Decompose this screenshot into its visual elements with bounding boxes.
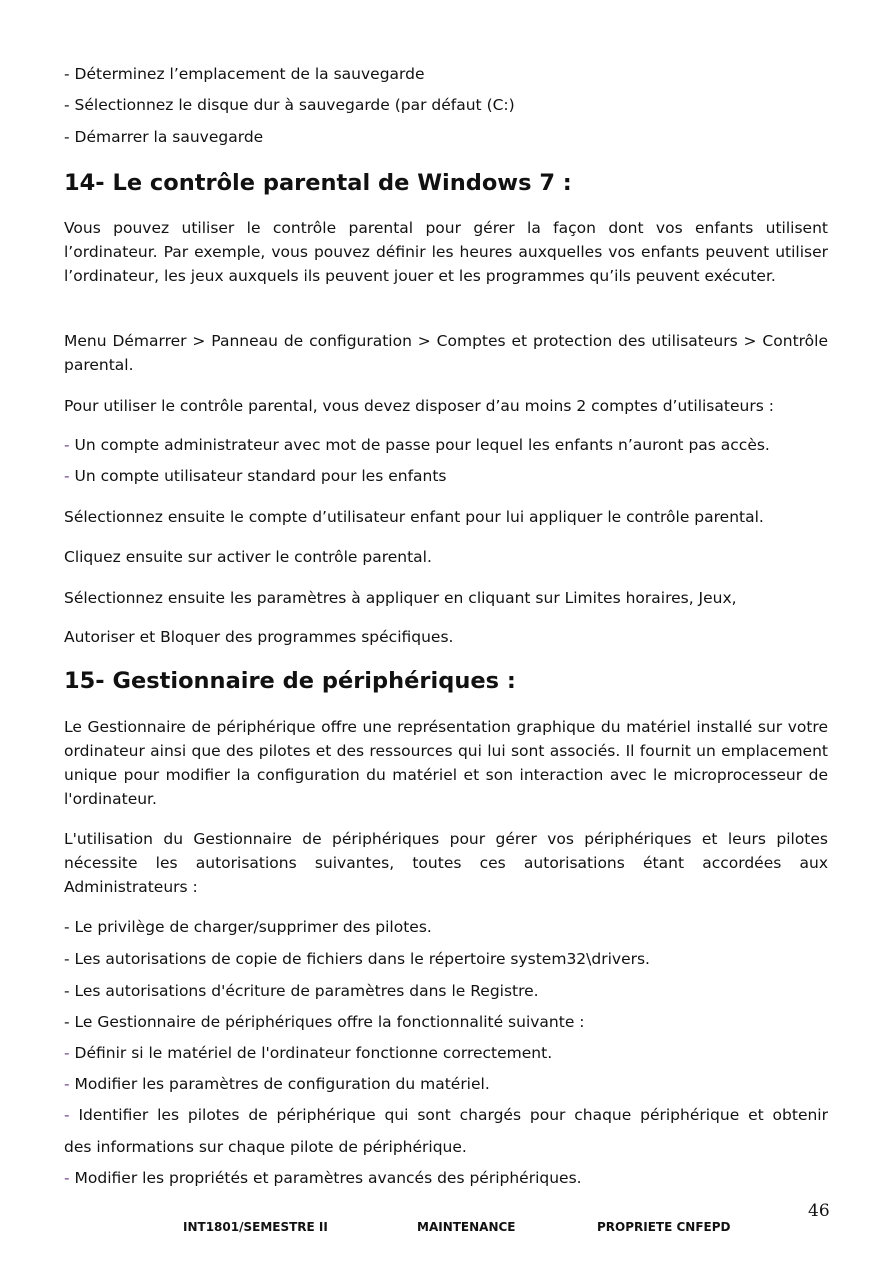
list-item: - Déterminez l’emplacement de la sauvegarde [64,65,425,83]
paragraph: Pour utiliser le contrôle parental, vous devez disposer d’au moins 2 comptes d’utilisateurs : [64,397,774,415]
list-item: - Le Gestionnaire de périphériques offre la fonctionnalité suivante : [64,1013,585,1031]
list-item: - Un compte administrateur avec mot de passe pour lequel les enfants n’auront pas accès. [64,436,770,454]
section-heading-14: 14- Le contrôle parental de Windows 7 : [64,170,572,196]
list-item: - Les autorisations de copie de fichiers dans le répertoire system32\drivers. [64,950,650,968]
list-item: - Un compte utilisateur standard pour les enfants [64,467,447,485]
paragraph: Menu Démarrer > Panneau de configuration > Comptes et protection des utilisateurs > Contrôle parental. [64,332,828,374]
section-heading-15: 15- Gestionnaire de périphériques : [64,668,516,694]
list-item: - Identifier les pilotes de périphérique qui sont chargés pour chaque périphérique et obtenir [64,1106,828,1124]
bullet-dash: - [64,1075,70,1093]
list-item: - Sélectionnez le disque dur à sauvegarde (par défaut (C:) [64,96,515,114]
footer-owner: PROPRIETE CNFEPD [597,1220,731,1234]
paragraph: L'utilisation du Gestionnaire de périphériques pour gérer vos périphériques et leurs pilotes nécessite les autorisations suivantes, toutes ces autorisations étant accordées aux Administrateurs : [64,830,828,896]
bullet-dash: - [64,1169,70,1187]
bullet-dash: - [64,436,70,454]
paragraph: Cliquez ensuite sur activer le contrôle parental. [64,548,432,566]
bullet-dash: - [64,1044,70,1062]
paragraph: Sélectionnez ensuite les paramètres à appliquer en cliquant sur Limites horaires, Jeux, [64,589,737,607]
footer-subject: MAINTENANCE [417,1220,516,1234]
list-item: - Modifier les propriétés et paramètres avancés des périphériques. [64,1169,582,1187]
list-item: - Les autorisations d'écriture de paramètres dans le Registre. [64,982,539,1000]
list-item: - Modifier les paramètres de configuration du matériel. [64,1075,490,1093]
list-item-continuation: des informations sur chaque pilote de périphérique. [64,1138,467,1156]
paragraph: Le Gestionnaire de périphérique offre une représentation graphique du matériel installé sur votre ordinateur ainsi que des pilotes et des ressources qui lui sont associés. Il fournit un emplacement unique pour modifier la configuration du matériel et son interaction avec le microprocesseur de l'ordinateur. [64,718,828,808]
footer-course: INT1801/SEMESTRE II [183,1220,328,1234]
paragraph: Autoriser et Bloquer des programmes spécifiques. [64,628,454,646]
list-item: - Démarrer la sauvegarde [64,128,264,146]
paragraph: Vous pouvez utiliser le contrôle parental pour gérer la façon dont vos enfants utilisent l’ordinateur. Par exemple, vous pouvez définir les heures auxquelles vos enfants peuvent utiliser l’ordinateur, les jeux auxquels ils peuvent jouer et les programmes qu’ils peuvent exécuter. [64,219,828,285]
list-item: - Le privilège de charger/supprimer des pilotes. [64,918,432,936]
list-item: - Définir si le matériel de l'ordinateur fonctionne correctement. [64,1044,553,1062]
bullet-dash: - [64,467,70,485]
bullet-dash: - [64,1106,70,1124]
page-number: 46 [808,1201,830,1221]
paragraph: Sélectionnez ensuite le compte d’utilisateur enfant pour lui appliquer le contrôle parental. [64,508,764,526]
